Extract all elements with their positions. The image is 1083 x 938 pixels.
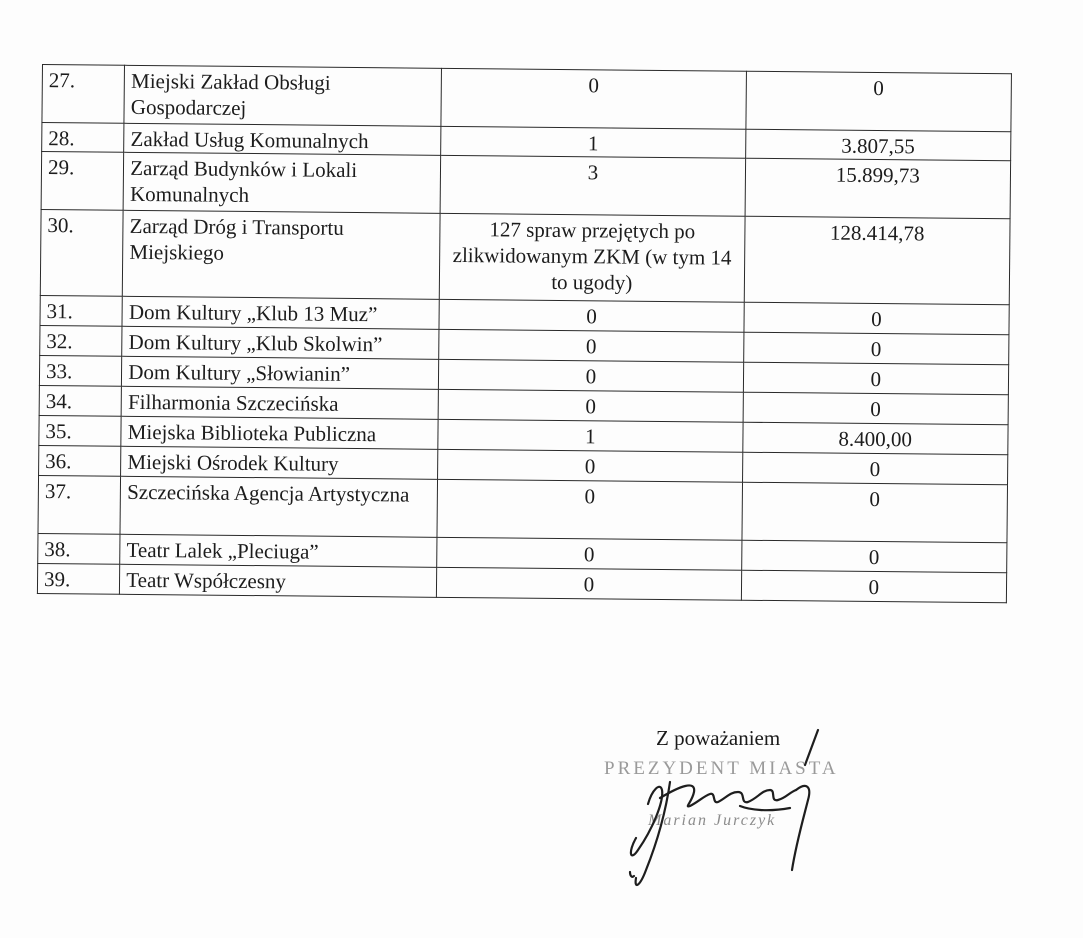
- institution-name: Teatr Lalek „Pleciuga”: [120, 534, 437, 567]
- table-row: [41, 152, 1011, 219]
- case-count: 127 spraw przejętych po zlikwidowanym ZKM (w tym 14 to ugody): [439, 213, 744, 302]
- amount: 15.899,73: [745, 158, 1011, 219]
- table-row: [38, 475, 1008, 542]
- table-row: [40, 209, 1010, 304]
- case-count: 1: [441, 126, 746, 158]
- row-number: 27.: [42, 65, 125, 124]
- institution-name: Teatr Współczesny: [120, 564, 437, 597]
- row-number: 36.: [39, 445, 122, 476]
- case-count: 3: [440, 155, 745, 216]
- institution-name: Miejska Biblioteka Publiczna: [121, 416, 438, 449]
- institution-name: Zarząd Budynków i Lokali Komunalnych: [123, 152, 440, 213]
- case-count: 0: [437, 537, 742, 570]
- row-number: 39.: [37, 563, 120, 594]
- stamp-title: PREZYDENT MIASTA: [604, 758, 839, 779]
- case-count: 1: [438, 419, 743, 452]
- institution-name: Dom Kultury „Słowianin”: [122, 356, 439, 389]
- row-number: 29.: [41, 152, 124, 211]
- case-count: 0: [439, 329, 744, 362]
- institution-name: Miejski Ośrodek Kultury: [121, 446, 438, 479]
- signature-block: [600, 720, 860, 920]
- amount: 0: [742, 452, 1008, 485]
- institution-name: Miejski Zakład Obsługi Gospodarczej: [124, 65, 441, 126]
- row-number: 33.: [39, 355, 122, 386]
- table-body: [37, 65, 1011, 603]
- case-count: 0: [441, 68, 746, 129]
- amount: 0: [743, 362, 1009, 395]
- institution-name: Dom Kultury „Klub Skolwin”: [122, 326, 439, 359]
- case-count: 0: [438, 449, 743, 482]
- amount: 0: [742, 482, 1008, 543]
- amount: 0: [743, 392, 1009, 425]
- institution-name: Zarząd Dróg i Transportu Miejskiego: [123, 210, 441, 299]
- institutions-table: [37, 64, 1012, 603]
- closing-text: Z poważaniem: [656, 726, 781, 750]
- case-count: 0: [438, 389, 743, 422]
- amount: 128.414,78: [744, 216, 1010, 305]
- amount: 0: [744, 302, 1010, 335]
- row-number: 38.: [38, 533, 121, 564]
- row-number: 32.: [40, 325, 123, 356]
- amount: 0: [741, 540, 1007, 573]
- row-number: 35.: [39, 415, 122, 446]
- case-count: 0: [439, 359, 744, 392]
- row-number: 28.: [42, 123, 125, 153]
- case-count: 0: [439, 299, 744, 332]
- handwritten-signature: [600, 720, 860, 920]
- amount: 3.807,55: [745, 129, 1011, 161]
- table-row: [42, 65, 1012, 132]
- case-count: 0: [437, 567, 742, 600]
- case-count: 0: [437, 479, 742, 540]
- amount: 0: [741, 570, 1007, 603]
- stamp-name: Marian Jurczyk: [648, 812, 777, 829]
- institution-name: Szczecińska Agencja Artystyczna: [120, 476, 437, 537]
- row-number: 31.: [40, 295, 123, 326]
- amount: 8.400,00: [742, 422, 1008, 455]
- institution-name: Filharmonia Szczecińska: [121, 386, 438, 419]
- amount: 0: [746, 71, 1012, 132]
- institution-name: Dom Kultury „Klub 13 Muz”: [122, 296, 439, 329]
- amount: 0: [743, 332, 1009, 365]
- institution-name: Zakład Usług Komunalnych: [124, 123, 441, 155]
- row-number: 30.: [40, 209, 123, 296]
- row-number: 37.: [38, 475, 121, 534]
- row-number: 34.: [39, 385, 122, 416]
